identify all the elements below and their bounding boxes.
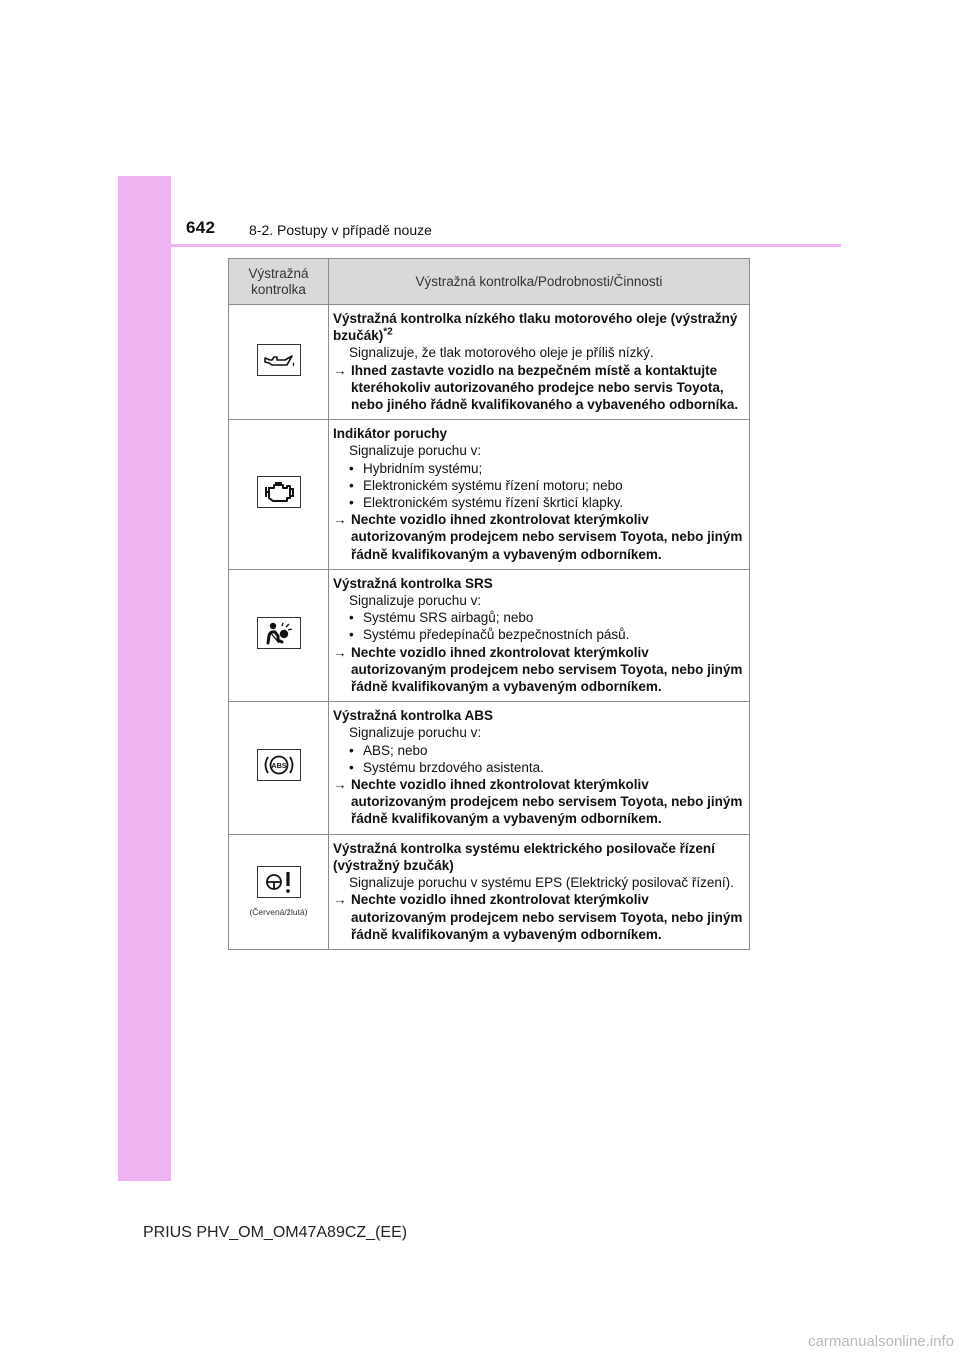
icon-cell — [229, 420, 329, 570]
warning-title: Výstražná kontrolka SRS — [333, 575, 493, 591]
icon-cell — [229, 834, 329, 949]
warning-title: Výstražná kontrolka systému elektrického posilovače řízení (výstražný bzučák) — [333, 840, 715, 873]
arrow-icon: → — [333, 892, 347, 908]
details-cell — [329, 702, 750, 834]
list-item: • ABS; nebo — [349, 742, 428, 758]
warning-title: Výstražná kontrolka nízkého tlaku motorového oleje (výstražný bzučák)$^{*2}$ — [333, 311, 738, 344]
warning-action: → Ihned zastavte vozidlo na bezpečném místě a kontaktujte kteréhokoliv autorizovaného prodejce nebo servis Toyota, nebo jiného řádně kvalifikovaného a vybaveného odborníka. — [333, 362, 739, 413]
details-cell — [329, 834, 750, 949]
check-engine-icon — [257, 476, 301, 508]
column-header-light: Výstražná kontrolka — [229, 259, 329, 305]
icon-cell — [229, 569, 329, 701]
table-row — [229, 420, 750, 570]
table-row — [229, 305, 750, 420]
list-item: • Systému SRS airbagů; nebo — [349, 610, 534, 626]
warning-action: → Nechte vozidlo ihned zkontrolovat kterýmkoliv autorizovaným prodejcem nebo servisem Toyota, nebo jiným řádně kvalifikovaným a vybaveným odborníkem. — [333, 777, 743, 827]
warning-action: → Nechte vozidlo ihned zkontrolovat kterýmkoliv autorizovaným prodejcem nebo servisem Toyota, nebo jiným řádně kvalifikovaným a vybaveným odborníkem. — [333, 644, 743, 695]
warning-lights-table — [228, 258, 750, 950]
footnote-marker: *2 — [383, 326, 393, 338]
list-item: • Hybridním systému; — [349, 460, 483, 476]
table-row — [229, 834, 750, 949]
arrow-icon: → — [333, 362, 347, 378]
section-tab-bar — [118, 176, 171, 1181]
warning-description: Signalizuje poruchu v: — [349, 593, 482, 609]
table-row — [229, 702, 750, 834]
section-title: 8-2. Postupy v případě nouze — [249, 222, 432, 238]
column-header-details: Výstražná kontrolka/Podrobnosti/Činnosti — [329, 259, 750, 305]
document-id: PRIUS PHV_OM_OM47A89CZ_(EE) — [143, 1224, 408, 1241]
warning-title: Výstražná kontrolka ABS — [333, 708, 494, 724]
icon-cell — [229, 305, 329, 420]
list-item: • Elektronickém systému řízení motoru; nebo — [349, 477, 623, 493]
warning-action: → Nechte vozidlo ihned zkontrolovat kterýmkoliv autorizovaným prodejcem nebo servisem Toyota, nebo jiným řádně kvalifikovaným a vybaveným odborníkem. — [333, 892, 743, 942]
details-cell — [329, 420, 750, 570]
icon-color-note: (Červená/žlutá) — [249, 907, 308, 918]
header-rule — [171, 244, 841, 247]
srs-airbag-icon — [257, 617, 301, 649]
warning-description: Signalizuje poruchu v: — [349, 443, 482, 459]
warning-action: → Nechte vozidlo ihned zkontrolovat kterýmkoliv autorizovaným prodejcem nebo servisem Toyota, nebo jiným řádně kvalifikovaným a vybaveným odborníkem. — [333, 512, 743, 562]
details-cell — [329, 569, 750, 701]
list-item: • Elektronickém systému řízení škrticí klapky. — [349, 495, 624, 511]
watermark: carmanualsonline.info — [808, 1333, 954, 1350]
list-item: • Systému předepínačů bezpečnostních pásů. — [349, 627, 630, 643]
arrow-icon: → — [333, 512, 347, 528]
power-steering-icon — [257, 866, 301, 898]
warning-description: Signalizuje, že tlak motorového oleje je příliš nízký. — [349, 345, 654, 361]
abs-icon-label: ABS — [270, 761, 287, 771]
arrow-icon: → — [333, 777, 347, 793]
table-row — [229, 569, 750, 701]
warning-title: Indikátor poruchy — [333, 426, 448, 442]
page-number: 642 — [186, 218, 216, 237]
oil-pressure-icon — [257, 344, 301, 376]
table-header-row — [229, 259, 750, 305]
details-cell — [329, 305, 750, 420]
list-item: • Systému brzdového asistenta. — [349, 759, 544, 775]
warning-description: Signalizuje poruchu v systému EPS (Elektrický posilovač řízení). — [349, 875, 734, 891]
icon-cell — [229, 702, 329, 834]
arrow-icon: → — [333, 644, 347, 660]
warning-description: Signalizuje poruchu v: — [349, 725, 482, 741]
abs-icon — [257, 749, 301, 781]
